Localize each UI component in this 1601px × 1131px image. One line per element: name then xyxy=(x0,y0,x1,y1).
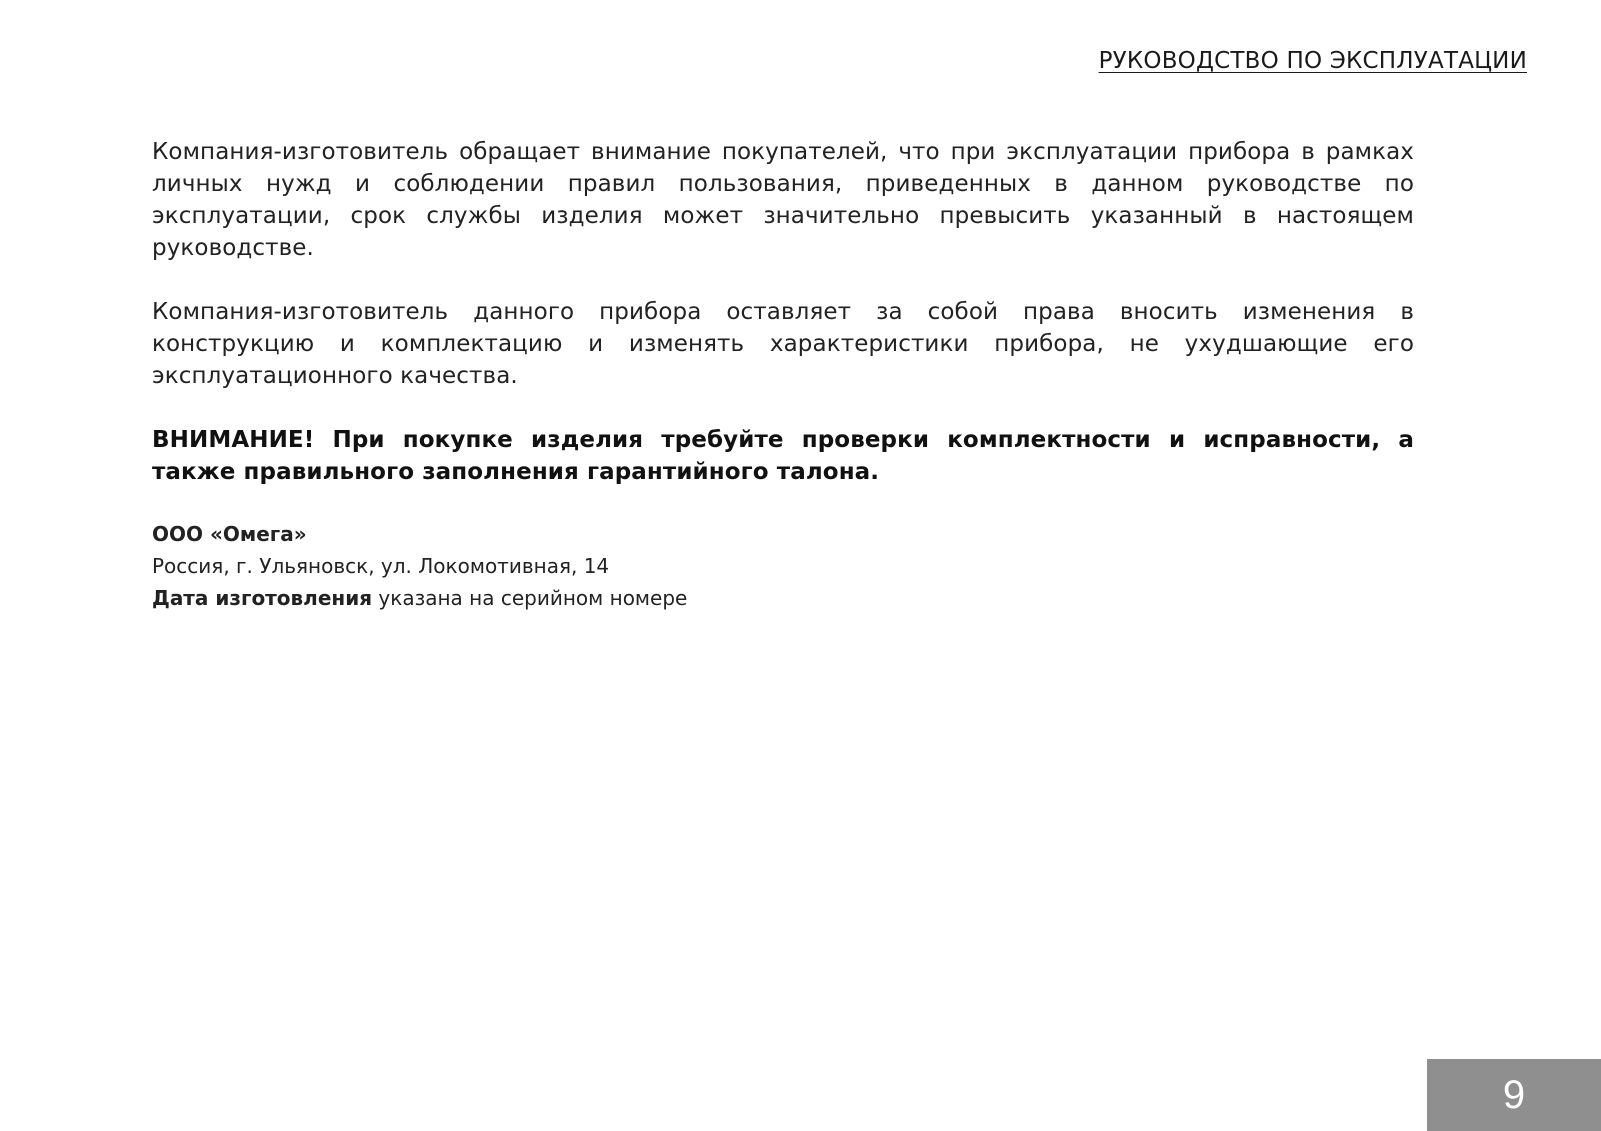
manufacture-date-label: Дата изготовления xyxy=(152,586,373,610)
paragraph-design-changes: Компания-изготовитель данного прибора оставляет за собой права вносить изменения в конструкцию и комплектацию и изменять характеристики прибора, не ухудшающие его эксплуатационного качества. xyxy=(152,299,1414,389)
page-number-box xyxy=(1427,1059,1601,1131)
page-number: 9 xyxy=(1502,1072,1526,1117)
main-content xyxy=(152,136,1414,614)
company-name: ООО «Омега» xyxy=(152,522,307,546)
warning-notice: ВНИМАНИЕ! При покупке изделия требуйте проверки комплектности и исправности, а также правильного заполнения гарантийного талона. xyxy=(152,427,1414,485)
company-address: Россия, г. Ульяновск, ул. Локомотивная, 14 xyxy=(152,554,610,578)
manufacture-date-text: указана на серийном номере xyxy=(372,586,688,610)
manufacturer-info xyxy=(152,518,1414,614)
manufacture-date-line xyxy=(152,582,1414,614)
paragraph-service-life: Компания-изготовитель обращает внимание покупателей, что при эксплуатации прибора в рамках личных нужд и соблюдении правил пользования, приведенных в данном руководстве по эксплуатации, срок службы изделия может значительно превысить указанный в настоящем руководстве. xyxy=(152,139,1414,261)
page-header-title: РУКОВОДСТВО ПО ЭКСПЛУАТАЦИИ xyxy=(1098,48,1527,74)
